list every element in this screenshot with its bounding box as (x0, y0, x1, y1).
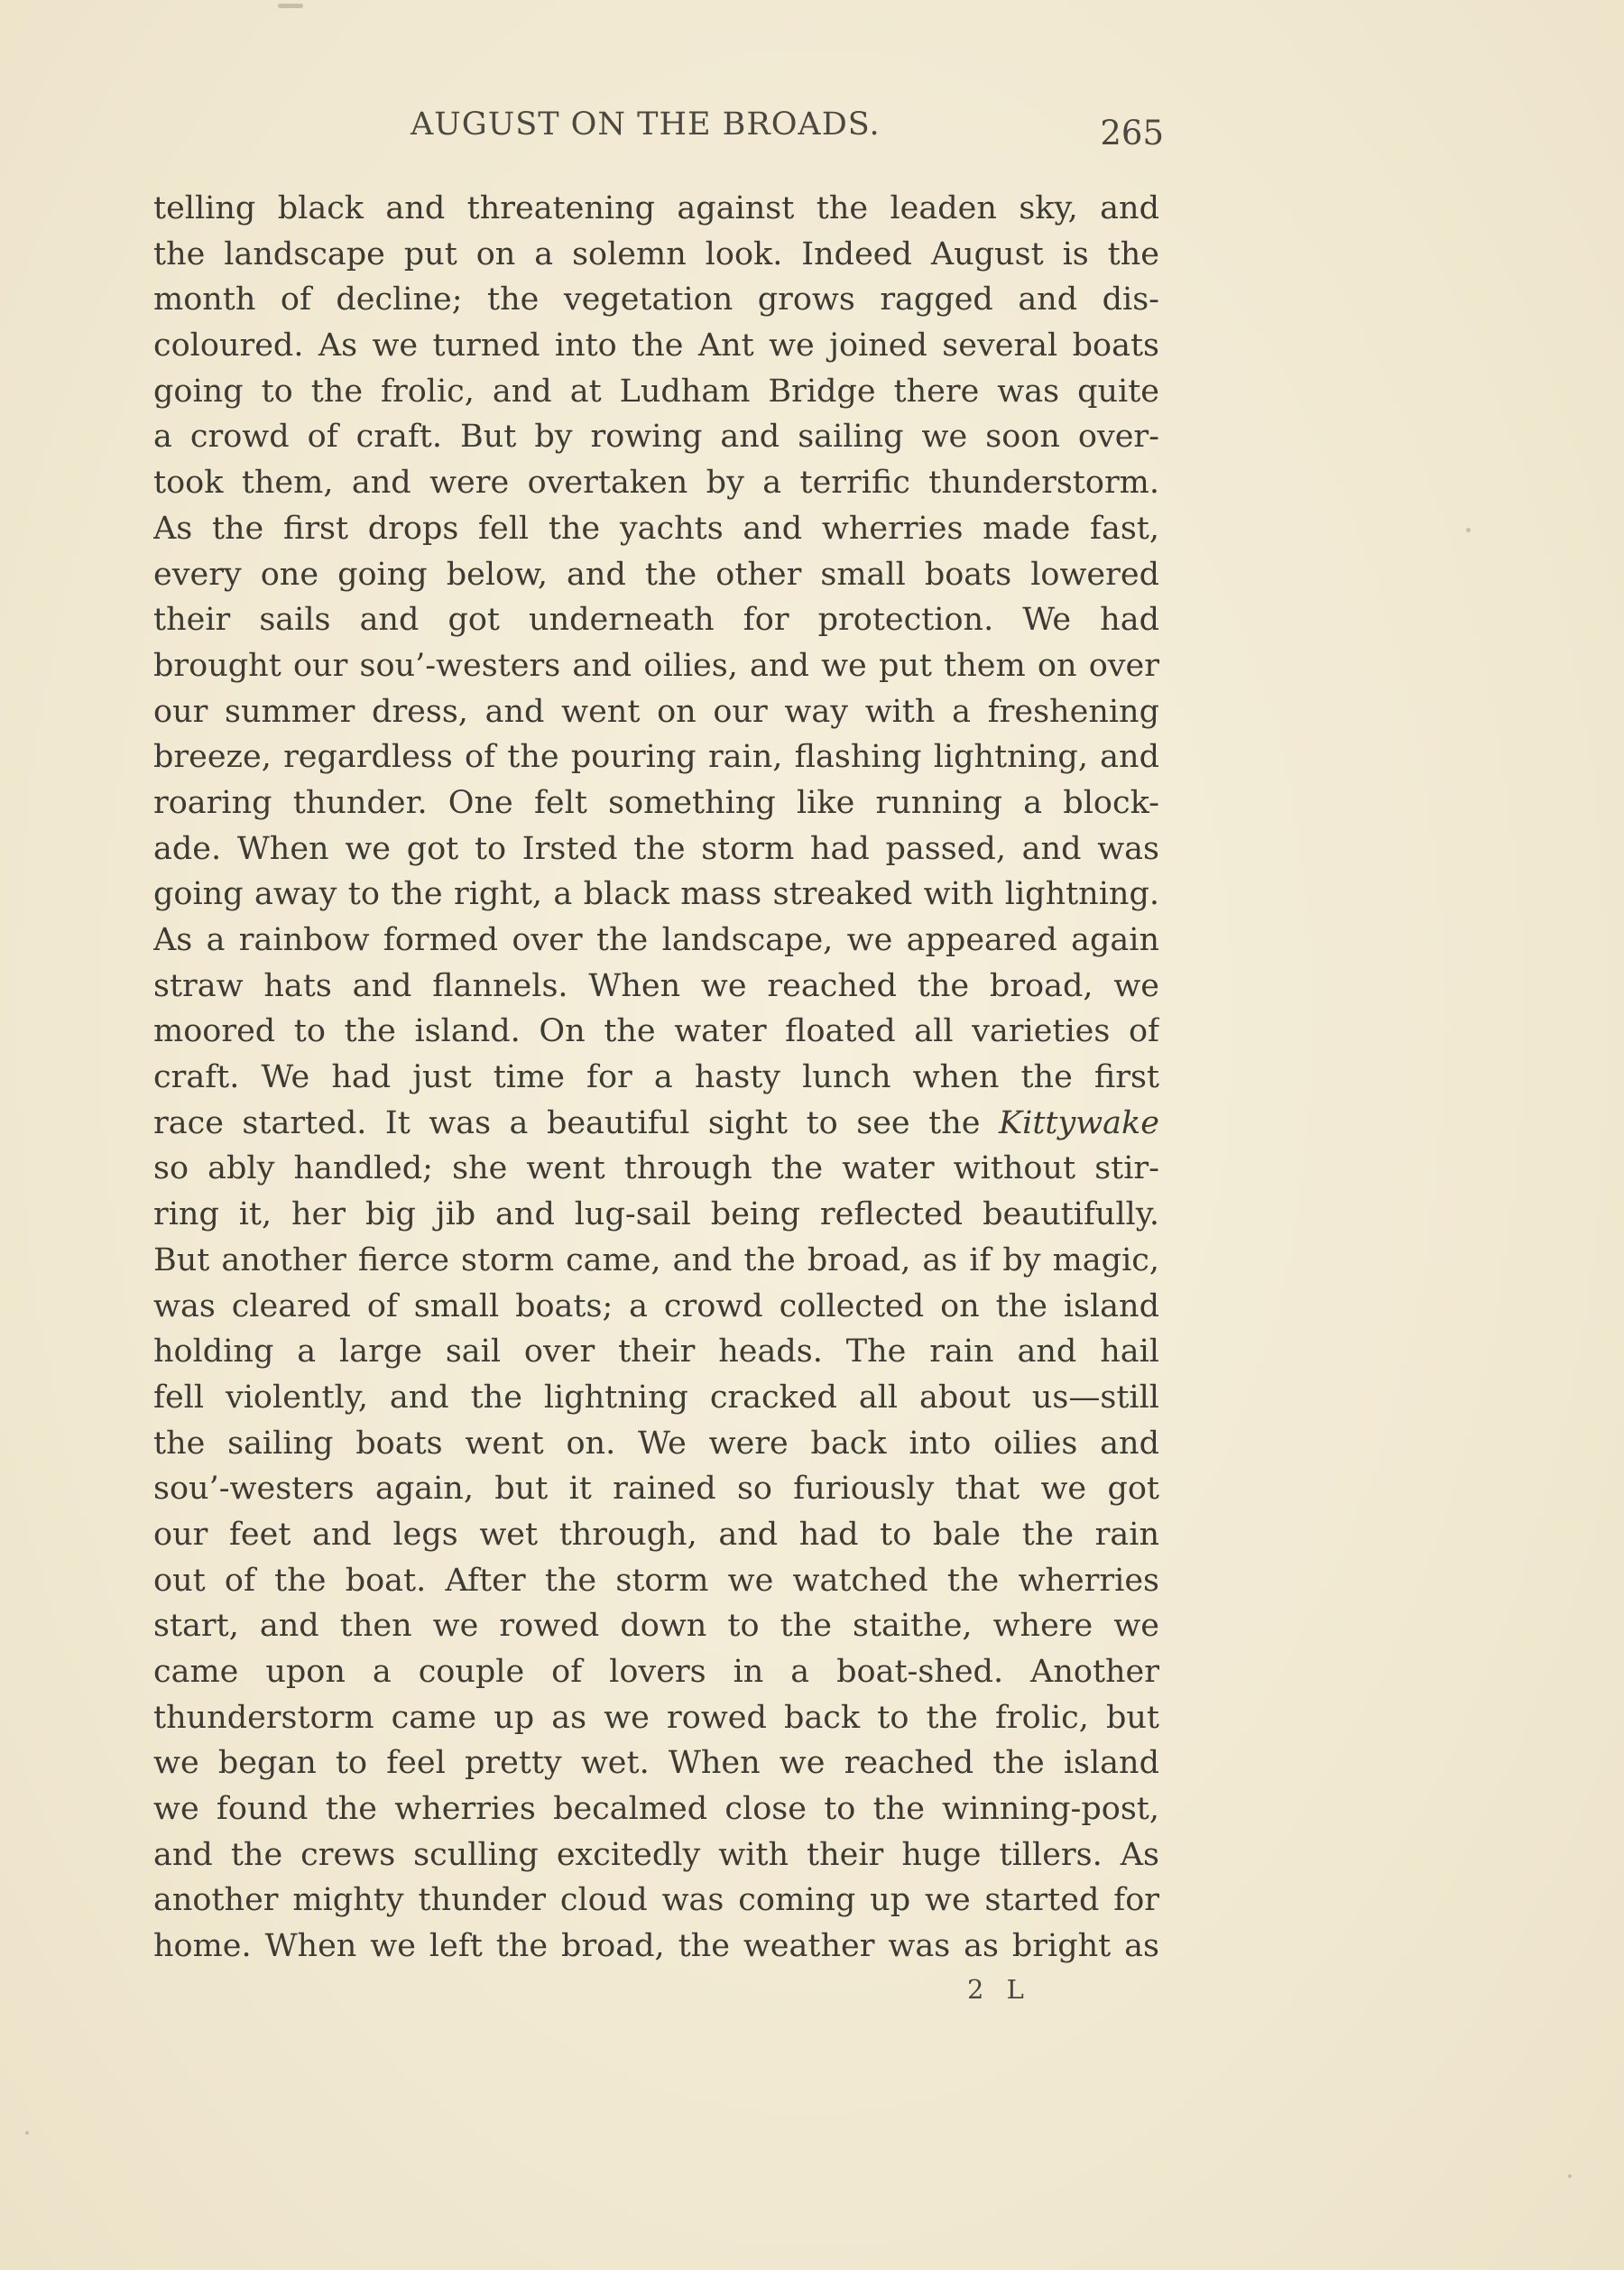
text-line: coloured. As we turned into the Ant we joined several boats (153, 328, 1159, 364)
text-line: the sailing boats went on. We were back into oilies and (153, 1425, 1159, 1462)
text-line: breeze, regardless of the pouring rain, flashing lightning, and (153, 739, 1159, 776)
text-line: our summer dress, and went on our way with a freshening (153, 693, 1159, 730)
italic-boat-name: Kittywake (998, 1104, 1159, 1141)
body-text (153, 186, 1159, 1970)
text-line: telling black and threatening against the leaden sky, and (153, 190, 1159, 226)
text-line: start, and then we rowed down to the staithe, where we (153, 1608, 1159, 1645)
text-line: the landscape put on a solemn look. Indeed August is the (153, 235, 1159, 272)
text-line: thunderstorm came up as we rowed back to the frolic, but (153, 1699, 1159, 1736)
text-line: going to the frolic, and at Ludham Bridge there was quite (153, 373, 1159, 410)
running-title: AUGUST ON THE BROADS. (411, 106, 881, 143)
text-line-start: race started. It was a beautiful sight to see the (153, 1104, 981, 1141)
text-line: home. When we left the broad, the weather was as bright as (153, 1928, 1159, 1965)
text-line: we began to feel pretty wet. When we reached the island (153, 1745, 1159, 1782)
text-line: brought our sou’-westers and oilies, and we put them on over (153, 647, 1159, 684)
paper-speck (1568, 2174, 1572, 2178)
text-line: so ably handled; she went through the water without stir- (153, 1150, 1159, 1187)
text-line: month of decline; the vegetation grows ragged and dis- (153, 281, 1159, 318)
paper-speck (25, 2131, 29, 2135)
paper-speck (1466, 528, 1471, 532)
text-line: we found the wherries becalmed close to the winning-post, (153, 1791, 1159, 1828)
paper-speck (278, 4, 303, 8)
text-line: craft. We had just time for a hasty lunch when the first (153, 1059, 1159, 1096)
text-line: a crowd of craft. But by rowing and sailing we soon over- (153, 419, 1159, 456)
running-head (153, 106, 1164, 161)
text-line: ade. When we got to Irsted the storm had passed, and was (153, 830, 1159, 867)
text-line: was cleared of small boats; a crowd collected on the island (153, 1287, 1159, 1324)
text-line-with-italic (153, 1101, 1159, 1147)
text-line: straw hats and flannels. When we reached the broad, we (153, 967, 1159, 1004)
text-line: sou’-westers again, but it rained so furiously that we got (153, 1471, 1159, 1508)
text-line: holding a large sail over their heads. The rain and hail (153, 1333, 1159, 1370)
text-line: As a rainbow formed over the landscape, we appeared again (153, 922, 1159, 958)
text-line: moored to the island. On the water floated all varieties of (153, 1013, 1159, 1050)
text-line: came upon a couple of lovers in a boat-shed. Another (153, 1654, 1159, 1690)
page-number: 265 (1100, 114, 1164, 152)
text-line: As the first drops fell the yachts and wherries made fast, (153, 510, 1159, 547)
text-line: out of the boat. After the storm we watched the wherries (153, 1562, 1159, 1599)
text-line: fell violently, and the lightning cracked all about us—still (153, 1379, 1159, 1416)
text-line: their sails and got underneath for protection. We had (153, 602, 1159, 639)
text-line: another mighty thunder cloud was coming up we started for (153, 1882, 1159, 1919)
text-line: and the crews sculling excitedly with their huge tillers. As (153, 1836, 1159, 1873)
text-line: every one going below, and the other small boats lowered (153, 556, 1159, 593)
text-line: our feet and legs wet through, and had to bale the rain (153, 1516, 1159, 1553)
text-line: ring it, her big jib and lug-sail being reflected beautifully. (153, 1196, 1159, 1233)
signature-mark: 2 L (967, 1974, 1031, 2005)
text-line: took them, and were overtaken by a terrific thunderstorm. (153, 465, 1159, 502)
text-line: But another fierce storm came, and the broad, as if by magic, (153, 1241, 1159, 1278)
text-line: going away to the right, a black mass streaked with lightning. (153, 876, 1159, 913)
text-line: roaring thunder. One felt something like running a block- (153, 784, 1159, 821)
